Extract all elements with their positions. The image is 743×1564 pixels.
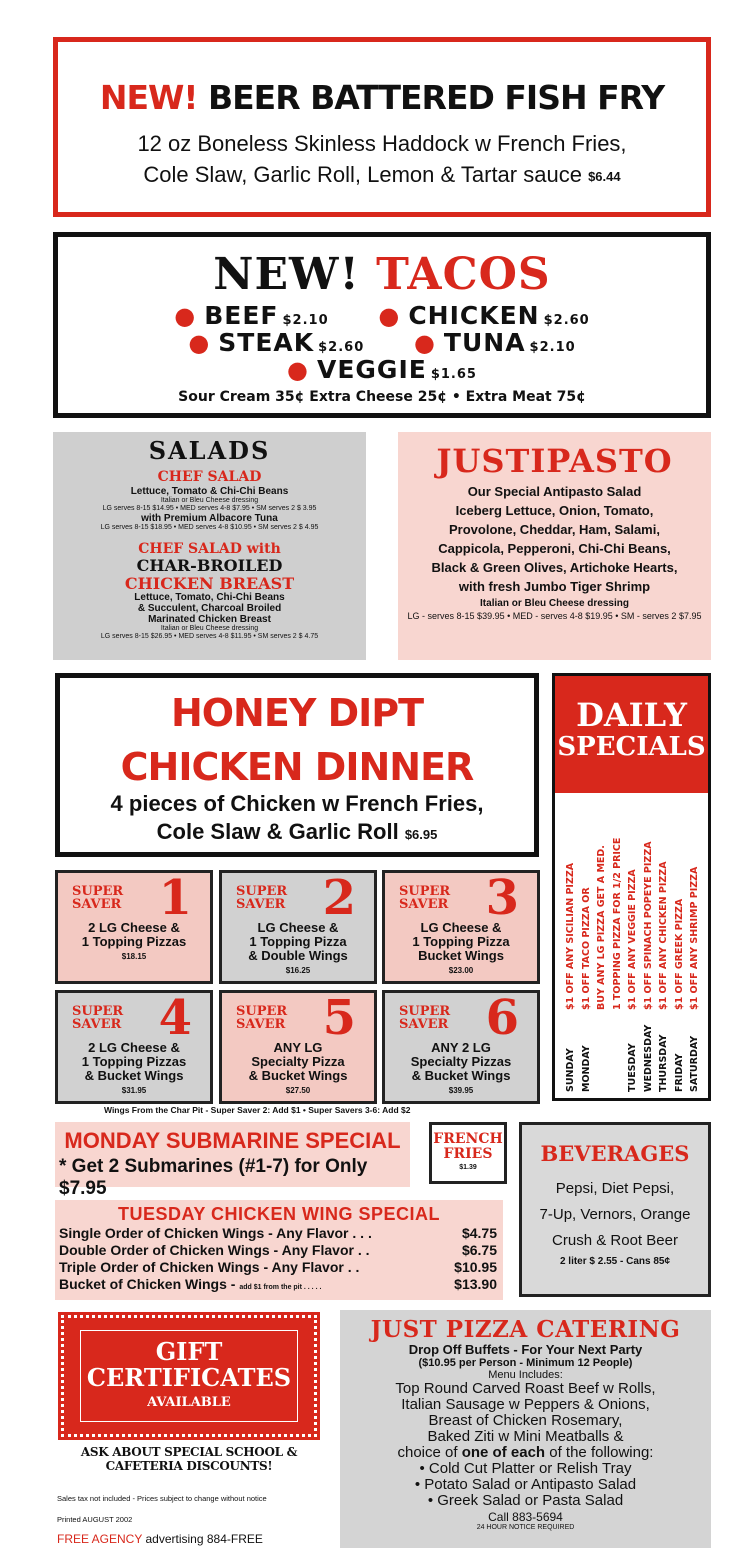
- fish-fry-line-text: Cole Slaw, Garlic Roll, Lemon & Tartar sauce: [143, 162, 582, 187]
- fish-fry-box: [53, 37, 711, 217]
- wing-price: $13.90: [454, 1276, 497, 1292]
- tax-note: Sales tax not included - Prices subject to change without notice: [57, 1494, 267, 1503]
- daily-specials-header: [555, 676, 708, 793]
- taco-item: TUNA: [443, 328, 526, 357]
- fish-fry-price: $6.44: [588, 169, 621, 184]
- super-saver-line: 2 LG Cheese &: [88, 1040, 180, 1055]
- justipasto-line: with fresh Jumbo Tiger Shrimp: [458, 579, 651, 594]
- super-label: SUPER: [236, 1004, 288, 1019]
- monday-special-title: MONDAY SUBMARINE SPECIAL: [64, 1128, 401, 1153]
- wing-item-note: add $1 from the pit . . . . .: [239, 1284, 322, 1291]
- taco-price: $2.10: [282, 313, 329, 328]
- day-label: SATURDAY: [689, 1035, 700, 1092]
- beverage-line: 7-Up, Vernors, Orange: [539, 1206, 691, 1223]
- day-label: THURSDAY: [658, 1034, 669, 1092]
- daily-special-row: [643, 841, 654, 1092]
- day-label: TUESDAY: [627, 1043, 638, 1092]
- chef-salad-chicken-title: CHICKEN BREAST: [124, 573, 295, 593]
- honey-dipt-desc: 4 pieces of Chicken w French Fries,: [110, 791, 484, 816]
- taco-price: $2.60: [543, 313, 590, 328]
- saver-label: SAVER: [72, 1017, 122, 1032]
- salad-prices: LG serves 8-15 $18.95 • MED serves 4-8 $10.95 • SM serves 2 $ 4.95: [100, 523, 319, 531]
- day-deal: $1 OFF ANY SICILIAN PIZZA: [565, 862, 576, 1010]
- super-label: SUPER: [236, 884, 288, 899]
- super-saver-number: 5: [322, 990, 356, 1046]
- day-deal: 1 TOPPING PIZZA FOR 1/2 PRICE: [611, 837, 623, 1010]
- catering-item-text: of the following:: [545, 1444, 654, 1461]
- wing-price: $6.75: [461, 1242, 497, 1258]
- new-label: NEW!: [213, 249, 360, 300]
- super-saver-line: ANY 2 LG: [431, 1040, 491, 1055]
- super-saver-header: [385, 990, 537, 1046]
- justipasto-line: Iceberg Lettuce, Onion, Tomato,: [455, 503, 654, 518]
- day-deal: $1 OFF SPINACH POPEYE PIZZA: [642, 841, 654, 1010]
- wing-price-row: [55, 1225, 503, 1242]
- bullet-icon: ●: [287, 356, 309, 384]
- super-saver-6: [382, 990, 540, 1104]
- chef-salad-title: CHEF SALAD: [157, 469, 262, 486]
- french-fries-price: $1.39: [459, 1164, 477, 1171]
- tacos-heading: [58, 249, 706, 300]
- catering-item: • Greek Salad or Pasta Salad: [427, 1492, 624, 1509]
- super-saver-line: & Bucket Wings: [84, 1068, 184, 1083]
- taco-row: [58, 355, 706, 384]
- day-deal: $1 OFF ANY SHRIMP PIZZA: [689, 866, 700, 1010]
- super-saver-price: $31.95: [121, 1086, 147, 1095]
- monday-special-desc: * Get 2 Submarines (#1-7) for Only $7.95: [59, 1156, 368, 1199]
- chef-salad-chicken-title: CHAR-BROILED: [136, 556, 283, 576]
- super-saver-line: 2 LG Cheese &: [88, 920, 180, 935]
- catering-item-text: choice of: [397, 1444, 462, 1461]
- fish-fry-line: 12 oz Boneless Skinless Haddock w French Fries,: [137, 131, 627, 156]
- catering-item: [340, 1445, 711, 1461]
- super-saver-3: [382, 870, 540, 984]
- super-label: SUPER: [72, 884, 124, 899]
- french-fries-title: FRIES: [443, 1146, 493, 1162]
- french-fries-title: FRENCH: [433, 1131, 503, 1147]
- daily-special-row: [674, 899, 685, 1092]
- wing-item: [59, 1259, 454, 1276]
- spacer: [57, 1504, 267, 1515]
- taco-row: [58, 301, 706, 330]
- justipasto-line: Black & Green Olives, Artichoke Hearts,: [431, 560, 678, 575]
- gift-title: CERTIFICATES: [86, 1363, 292, 1392]
- super-saver-5: [219, 990, 377, 1104]
- justipasto-line: Cappicola, Pepperoni, Chi-Chi Beans,: [438, 541, 671, 556]
- catering-title: JUST PIZZA CATERING: [370, 1316, 681, 1343]
- saver-label: SAVER: [399, 897, 449, 912]
- gift-available: AVAILABLE: [147, 1395, 231, 1410]
- beverage-line: Crush & Root Beer: [552, 1232, 678, 1249]
- super-saver-price: $27.50: [285, 1086, 311, 1095]
- gift-inner-frame: [80, 1330, 298, 1422]
- agency-phone: advertising 884-FREE: [142, 1532, 263, 1546]
- super-saver-line: ANY LG: [273, 1040, 323, 1055]
- chef-salad-desc: Lettuce, Tomato & Chi-Chi Beans: [130, 485, 289, 497]
- tacos-box: [53, 232, 711, 418]
- tuesday-special-box: [55, 1200, 503, 1300]
- day-deal: $1 OFF ANY CHICKEN PIZZA: [658, 861, 669, 1010]
- fish-fry-title: BEER BATTERED FISH FRY: [207, 78, 665, 117]
- super-label: SUPER: [72, 1004, 124, 1019]
- super-saver-header: [58, 990, 210, 1046]
- day-label: MONDAY: [580, 1045, 592, 1092]
- footer-notes: [57, 1494, 267, 1525]
- day-label: FRIDAY: [673, 1053, 685, 1092]
- daily-specials-title: SPECIALS: [557, 732, 706, 762]
- wing-price-list: [55, 1225, 503, 1296]
- super-saver-number: 2: [322, 870, 356, 926]
- honey-dipt-desc-text: Cole Slaw & Garlic Roll: [156, 819, 399, 844]
- daily-special-row: [627, 869, 638, 1092]
- taco-row: [58, 328, 706, 357]
- honey-dipt-title: CHICKEN DINNER: [120, 745, 474, 789]
- daily-special-row: [565, 863, 576, 1092]
- agency-credit: [57, 1532, 263, 1546]
- daily-specials-box: [552, 673, 711, 1101]
- daily-specials-title: DAILY: [576, 696, 687, 734]
- justipasto-box: [398, 432, 711, 660]
- catering-subtitle: Drop Off Buffets - For Your Next Party: [408, 1342, 643, 1357]
- catering-item: Baked Ziti w Mini Meatballs &: [427, 1428, 624, 1445]
- agency-name: FREE AGENCY: [57, 1532, 143, 1546]
- wing-price-row: [55, 1259, 503, 1276]
- super-saver-number: 3: [485, 870, 519, 926]
- wing-price: $10.95: [454, 1259, 497, 1275]
- tuna-option: with Premium Albacore Tuna: [141, 512, 278, 524]
- tuesday-special-title: TUESDAY CHICKEN WING SPECIAL: [117, 1204, 441, 1224]
- super-saver-header: [222, 870, 374, 926]
- dressing-note: Italian or Bleu Cheese dressing: [480, 598, 629, 609]
- super-label: SUPER: [399, 1004, 451, 1019]
- taco-item: BEEF: [204, 301, 279, 330]
- super-saver-line: Specialty Pizzas: [410, 1054, 512, 1069]
- honey-dipt-desc: [60, 818, 534, 849]
- wing-price-row: [55, 1276, 503, 1296]
- wing-item: [59, 1225, 462, 1242]
- catering-price: ($10.95 per Person - Minimum 12 People): [418, 1357, 633, 1369]
- wings-note: Wings From the Char Pit - Super Saver 2: Add $1 • Super Savers 3-6: Add $2: [104, 1105, 411, 1115]
- catering-items: [340, 1381, 711, 1509]
- chef-salad-chicken-desc: Lettuce, Tomato, Chi-Chi Beans: [134, 592, 285, 604]
- gift-certificates-badge: [61, 1315, 317, 1437]
- day-deal: $1 OFF GREEK PIZZA: [673, 898, 685, 1010]
- super-saver-header: [222, 990, 374, 1046]
- dressing-note: Italian or Bleu Cheese dressing: [160, 625, 259, 633]
- super-saver-4: [55, 990, 213, 1104]
- justipasto-title: JUSTIPASTO: [436, 442, 673, 480]
- wing-item-text: Triple Order of Chicken Wings - Any Flavor . .: [59, 1259, 360, 1275]
- catering-item: • Cold Cut Platter or Relish Tray: [419, 1460, 632, 1477]
- catering-notice: 24 HOUR NOTICE REQUIRED: [476, 1524, 575, 1531]
- daily-special-row: [689, 867, 700, 1092]
- bullet-icon: ●: [188, 329, 211, 357]
- chef-salad-chicken-title: CHEF SALAD with: [138, 540, 281, 557]
- salad-prices: LG serves 8-15 $26.95 • MED serves 4-8 $11.95 • SM serves 2 $ 4.75: [100, 633, 319, 641]
- daily-special-row: [612, 838, 623, 1092]
- salads-box: [53, 432, 366, 660]
- super-saver-header: [385, 870, 537, 926]
- taco-item: STEAK: [218, 328, 315, 357]
- super-saver-number: 4: [158, 990, 192, 1046]
- bullet-icon: ●: [378, 302, 401, 330]
- catering-item-emphasis: one of each: [461, 1444, 546, 1461]
- taco-extras: Sour Cream 35¢ Extra Cheese 25¢ • Extra Meat 75¢: [178, 389, 586, 405]
- catering-phone: Call 883-5694: [488, 1510, 563, 1524]
- dressing-note: Italian or Bleu Cheese dressing: [160, 496, 259, 504]
- printed-date: Printed AUGUST 2002: [57, 1515, 133, 1524]
- justipasto-line: Our Special Antipasto Salad: [467, 484, 642, 499]
- taco-item: CHICKEN: [408, 301, 540, 330]
- super-label: SUPER: [399, 884, 451, 899]
- gift-certificates: [57, 1313, 321, 1473]
- salad-prices: LG serves 8-15 $14.95 • MED serves 4-8 $7.95 • SM serves 2 $ 3.95: [102, 504, 317, 512]
- super-saver-2: [219, 870, 377, 984]
- wing-item: [59, 1242, 462, 1259]
- super-saver-number: 1: [158, 870, 192, 926]
- super-saver-1: [55, 870, 213, 984]
- honey-dipt-title: HONEY DIPT: [170, 691, 424, 735]
- saver-label: SAVER: [72, 897, 122, 912]
- super-saver-label: [236, 1005, 287, 1031]
- daily-special-row: [581, 887, 592, 1092]
- wing-item-text: Single Order of Chicken Wings - Any Flavor . . .: [59, 1225, 372, 1241]
- super-saver-line: LG Cheese &: [420, 920, 502, 935]
- super-saver-line: Bucket Wings: [418, 948, 504, 963]
- bullet-icon: ●: [174, 302, 197, 330]
- super-saver-header: [58, 870, 210, 926]
- catering-item: • Potato Salad or Antipasto Salad: [414, 1476, 637, 1493]
- fish-fry-description: [58, 128, 706, 192]
- super-saver-line: 1 Topping Pizza: [412, 934, 510, 949]
- fish-fry-heading: [58, 78, 706, 117]
- taco-price: $1.65: [430, 367, 477, 382]
- salads-title: SALADS: [148, 436, 271, 465]
- wing-item-text: Double Order of Chicken Wings - Any Flavor . .: [59, 1242, 370, 1258]
- school-discounts-note: ASK ABOUT SPECIAL SCHOOL & CAFETERIA DISCOUNTS!: [80, 1445, 298, 1473]
- super-saver-price: $39.95: [448, 1086, 474, 1095]
- wing-item-text: Bucket of Chicken Wings -: [59, 1276, 240, 1292]
- beverages-title: BEVERAGES: [540, 1141, 690, 1166]
- justipasto-prices: LG - serves 8-15 $39.95 • MED - serves 4-8 $19.95 • SM - serves 2 $7.95: [407, 611, 702, 621]
- day-label: SUNDAY: [565, 1048, 576, 1092]
- honey-dipt-box: [55, 673, 539, 857]
- super-saver-label: [72, 885, 123, 911]
- super-saver-label: [399, 1005, 450, 1031]
- saver-label: SAVER: [236, 1017, 286, 1032]
- catering-item: Top Round Carved Roast Beef w Rolls,: [395, 1380, 656, 1397]
- beverages-box: [519, 1122, 711, 1297]
- super-saver-line: LG Cheese &: [257, 920, 339, 935]
- daily-specials-list: [555, 796, 708, 1098]
- catering-item: Italian Sausage w Peppers & Onions,: [401, 1396, 650, 1413]
- day-deal: $1 OFF ANY VEGGIE PIZZA: [627, 869, 638, 1010]
- super-saver-line: & Bucket Wings: [411, 1068, 511, 1083]
- chef-salad-chicken-desc: & Succulent, Charcoal Broiled: [137, 603, 282, 615]
- super-saver-price: $16.25: [285, 966, 311, 975]
- fish-fry-line: [58, 159, 706, 192]
- chef-salad-chicken-desc: Marinated Chicken Breast: [148, 614, 271, 626]
- super-saver-line: 1 Topping Pizzas: [81, 1054, 187, 1069]
- day-label: WEDNESDAY: [642, 1024, 654, 1092]
- beverage-prices: 2 liter $ 2.55 - Cans 85¢: [559, 1256, 671, 1267]
- gift-title: GIFT: [155, 1337, 223, 1366]
- daily-special-row: [658, 861, 669, 1092]
- super-saver-line: & Bucket Wings: [248, 1068, 348, 1083]
- beverage-line: Pepsi, Diet Pepsi,: [555, 1180, 675, 1197]
- super-saver-price: $18.15: [121, 952, 147, 961]
- justipasto-line: Provolone, Cheddar, Ham, Salami,: [449, 522, 660, 537]
- new-label: NEW!: [99, 78, 198, 117]
- monday-special-box: [55, 1122, 410, 1199]
- beverages-list: [522, 1176, 708, 1254]
- taco-price: $2.10: [529, 340, 576, 355]
- french-fries-box: [429, 1122, 507, 1184]
- daily-special-row: [596, 845, 607, 1092]
- super-saver-number: 6: [485, 990, 519, 1046]
- super-saver-label: [236, 885, 287, 911]
- super-saver-label: [399, 885, 450, 911]
- wing-price: $4.75: [461, 1225, 497, 1241]
- wing-item: [59, 1276, 454, 1296]
- super-saver-label: [72, 1005, 123, 1031]
- menu-includes: Menu Includes:: [488, 1369, 563, 1381]
- bullet-icon: ●: [413, 329, 436, 357]
- catering-item: Breast of Chicken Rosemary,: [428, 1412, 623, 1429]
- super-saver-line: 1 Topping Pizzas: [81, 934, 187, 949]
- super-saver-price: $23.00: [448, 966, 474, 975]
- super-saver-line: Specialty Pizza: [251, 1054, 345, 1069]
- saver-label: SAVER: [399, 1017, 449, 1032]
- honey-dipt-price: $6.95: [404, 827, 438, 842]
- taco-item: VEGGIE: [316, 355, 427, 384]
- taco-price: $2.60: [318, 340, 365, 355]
- wing-price-row: [55, 1242, 503, 1259]
- day-deal: BUY ANY LG PIZZA GET A MED.: [596, 845, 607, 1010]
- catering-box: [340, 1310, 711, 1548]
- day-deal: $1 OFF TACO PIZZA OR: [580, 887, 592, 1010]
- tacos-title: TACOS: [376, 249, 551, 300]
- saver-label: SAVER: [236, 897, 286, 912]
- super-saver-line: & Double Wings: [248, 948, 348, 963]
- super-saver-line: 1 Topping Pizza: [249, 934, 347, 949]
